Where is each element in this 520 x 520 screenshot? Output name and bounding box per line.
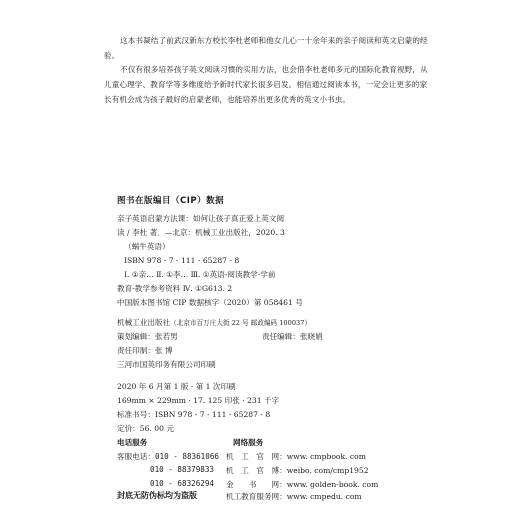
planning-editor-name: 张若男 [154,332,178,341]
intro-paragraph-1: 这本书凝结了前武汉新东方校长李杜老师和他女儿心一十余年来的亲子阅读和英文启蒙的经验。 [104,36,428,60]
standard-isbn: 标准书号：ISBN 978 - 7 - 111 - 65287 - 8 [117,410,271,419]
web-service-heading: 网络服务 [233,438,264,447]
web-url[interactable]: www. cmpbook. com [286,452,366,461]
intro-paragraph-2: 不仅有很多培养孩子英文阅读习惯的实用方法，也会借李杜老师多元的国际化教育视野，从儿童心理学、教育学等多维度给予新时代家长很多启发。相信通过阅读本书，一定会让更多的家长有机会成为孩子最好的启蒙老师，也能培养出更多优秀的英文小书虫。 [104,65,428,104]
web-label: 机工教育服务网： [226,492,287,501]
cip-title-line-2: 读 / 李杜 著．—北京：机械工业出版社，2020. 3 [117,228,285,237]
publisher-address: （北京市百万庄大街 22 号 邮政编码 100037） [170,319,312,327]
web-url[interactable]: www. cmpedu. com [286,492,362,501]
service-phone-label: 客服电话： [117,452,155,461]
planning-editor [117,331,178,342]
web-label: 金 书 网： [226,480,287,489]
cip-heading: 图书在版编目（CIP）数据 [117,196,225,206]
phone-number: 010 - 68326294 [150,479,215,488]
phone-number: 010 - 88379833 [150,465,215,474]
proofreader-name: 张 博 [154,346,173,355]
web-row [226,451,366,462]
format-info: 169mm × 229mm · 17. 125 印张 · 231 千字 [117,396,280,405]
planning-editor-label: 策划编辑： [117,332,155,341]
cip-record: 中国版本图书馆 CIP 数据核字（2020）第 058461 号 [117,298,303,307]
contact-row [117,451,219,462]
responsible-editor-label: 责任编辑： [262,332,300,341]
price: 定价：56. 00 元 [117,424,174,433]
anti-piracy-notice: 封底无防伪标均为盗版 [117,491,197,500]
web-url[interactable]: weibo. com/cmp1952 [286,466,369,475]
proofreader-label: 责任印制： [117,346,155,355]
web-row [226,491,362,502]
web-label: 机 工 官 博： [226,466,287,475]
edition-info: 2020 年 6 月第 1 版 · 第 1 次印刷 [117,382,236,391]
web-label: 机 工 官 网： [226,452,287,461]
responsible-editor-name: 张晓娟 [299,332,323,341]
web-url[interactable]: www. golden-book. com [286,480,379,489]
printer: 三河市国英印务有限公司印刷 [117,360,216,369]
web-row [226,479,378,490]
contact-row [150,465,214,474]
cip-series: （蜗牛英语） [124,242,170,251]
cip-title-line-1: 亲子英语启蒙方法课：如何让孩子真正爱上英文阅 [117,214,285,223]
publisher-name: 机械工业出版社 [117,318,171,327]
phone-number: 010 - 88361066 [154,452,219,461]
web-row [226,465,369,476]
proofreader [117,345,173,356]
cip-subjects-line-1: Ⅰ. ①亲… Ⅱ. ①李… Ⅲ. ①英语-阅读教学-学前 [124,270,276,279]
contact-row [150,479,214,488]
cip-subjects-line-2: 教育-教学参考资料 Ⅳ. ①G613. 2 [117,284,233,293]
publisher-line [117,317,311,328]
phone-service-heading: 电话服务 [117,438,148,447]
responsible-editor [262,331,323,342]
cip-isbn: ISBN 978 - 7 - 111 - 65287 - 8 [124,256,240,265]
